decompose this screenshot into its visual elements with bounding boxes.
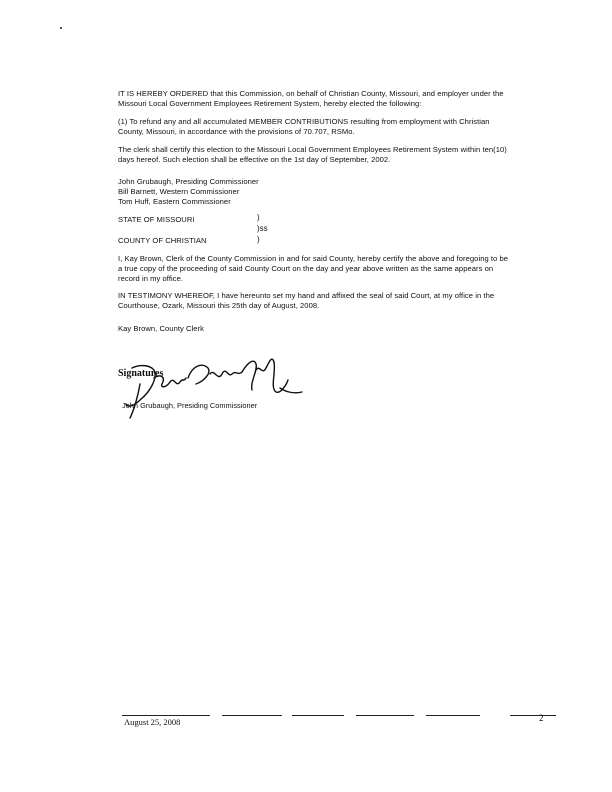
handwritten-signature	[110, 348, 310, 428]
ss-label: )ss	[257, 224, 268, 233]
refund-item-paragraph	[118, 117, 548, 137]
commissioner-western: Bill Barnett, Western Commissioner	[118, 187, 240, 196]
commissioner-presiding: John Grubaugh, Presiding Commissioner	[118, 177, 259, 186]
clerk-line-2: days hereof. Such election shall be effective on the 1st day of September, 2002.	[118, 155, 391, 164]
testimony-line-1: IN TESTIMONY WHEREOF, I have hereunto set my hand and affixed the seal of said Court, at my office in the	[118, 291, 495, 300]
county-clerk-name: Kay Brown, County Clerk	[118, 324, 204, 333]
footer-rule-5	[426, 715, 480, 716]
scan-speck	[60, 27, 62, 29]
footer-rule-4	[356, 715, 414, 716]
certify-line-1: I, Kay Brown, Clerk of the County Commission in and for said County, hereby certify the above and foregoing to be	[118, 254, 509, 263]
commissioner-list	[118, 177, 548, 207]
clerk-line-1: The clerk shall certify this election to the Missouri Local Government Employees Retirement System within ten(10)	[118, 145, 507, 154]
footer-date: August 25, 2008	[124, 717, 181, 727]
order-line-1: IT IS HEREBY ORDERED that this Commission, on behalf of Christian County, Missouri, and employer under the	[118, 89, 504, 98]
commissioner-eastern: Tom Huff, Eastern Commissioner	[118, 197, 231, 206]
venue-brace-top: )	[257, 213, 260, 222]
testimony-paragraph	[118, 291, 548, 311]
signatures-heading: Signatures	[118, 368, 164, 379]
item-line-2: County, Missouri, in accordance with the provisions of 70.707, RSMo.	[118, 127, 355, 136]
item-line-1: (1) To refund any and all accumulated MEMBER CONTRIBUTIONS resulting from employment with Christian	[118, 117, 490, 126]
footer-rule-6	[510, 715, 556, 716]
venue-brace-bottom: )	[257, 235, 260, 244]
state-label: STATE OF MISSOURI	[118, 215, 195, 224]
order-paragraph	[118, 89, 548, 109]
testimony-line-2: Courthouse, Ozark, Missouri this 25th day of August, 2008.	[118, 301, 320, 310]
footer-rule-2	[222, 715, 282, 716]
clerk-certification-paragraph	[118, 254, 548, 284]
footer-rule-1	[122, 715, 210, 716]
county-label: COUNTY OF CHRISTIAN	[118, 236, 207, 245]
certify-line-3: record in my office.	[118, 274, 184, 283]
footer-rule-3	[292, 715, 344, 716]
page-number: 2	[539, 713, 544, 723]
certify-line-2: a true copy of the proceeding of said County Court on the day and year above written as the same appears on	[118, 264, 494, 273]
signer-name: John Grubaugh, Presiding Commissioner	[122, 401, 258, 410]
clerk-certify-paragraph	[118, 145, 548, 165]
order-line-2: Missouri Local Government Employees Retirement System, hereby elected the following:	[118, 99, 422, 108]
